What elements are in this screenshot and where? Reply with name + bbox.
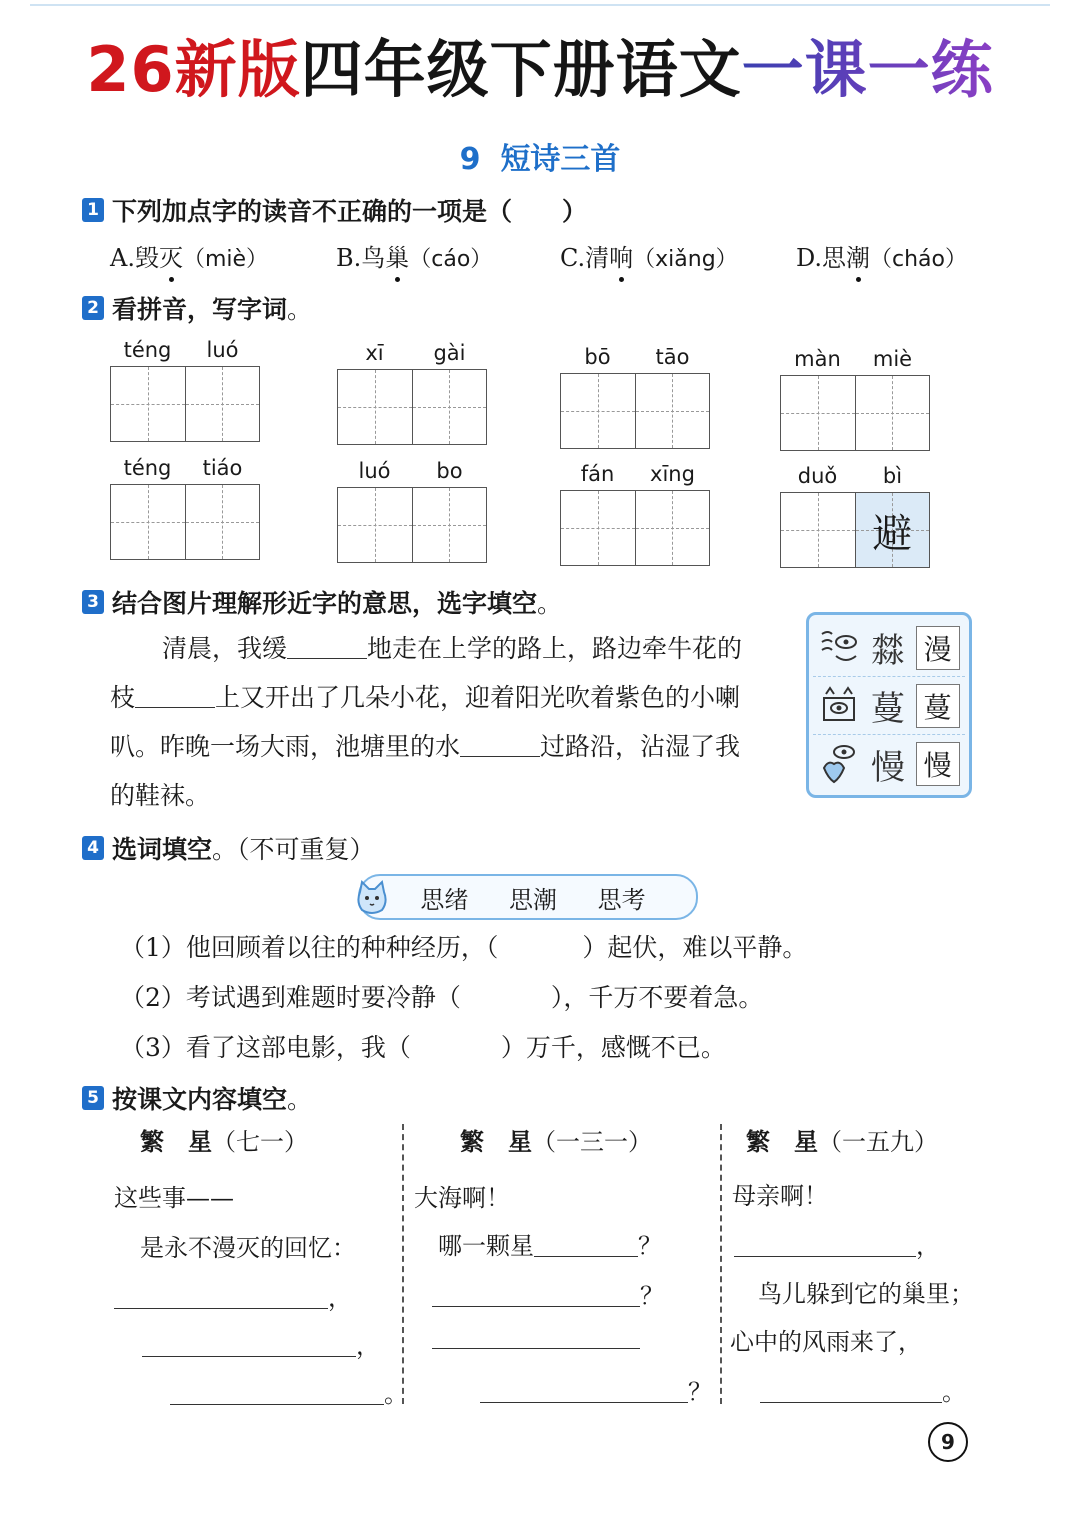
pinyin-syllable: bō [584,345,611,369]
pinyin-syllable: xīng [650,462,695,486]
option-d[interactable] [796,238,967,273]
text: ），千万不要着急。 [550,983,764,1012]
pinyin-syllable: luó [358,459,391,483]
question-4-suffix: 。（不可重复） [212,835,375,864]
punctuation: ， [916,1232,940,1260]
column-divider [402,1124,404,1404]
text: （2）考试遇到难题时要冷静（ [120,983,461,1012]
writing-cell[interactable] [561,374,636,448]
writing-cell[interactable] [111,485,186,559]
cell-char [111,485,185,559]
pinyin-syllable: téng [123,338,172,362]
pinyin-syllable: luó [206,338,239,362]
option-letter: D. [796,244,823,272]
cell-char [111,367,185,441]
header-grade: 四年级下册语文 [300,33,742,106]
question-2-suffix: 。 [287,295,313,324]
writing-grid [560,373,710,449]
header-edition: 26新版 [86,33,301,106]
question-4-heading [82,830,375,866]
poem-column-71 [112,1122,412,1412]
question-5-prompt: 按课文内容填空 [112,1085,288,1114]
poem-line: 心中的风雨来了， [730,1328,922,1356]
text: 清晨，我缓 [162,634,288,663]
paragraph-line [110,673,800,722]
dotted-char: 巢 [385,238,409,273]
word-bank-item[interactable]: 思绪 [420,885,469,914]
option-pinyin: （xiǎng） [633,247,738,272]
cell-char [781,376,855,450]
cell-char [781,493,855,567]
word-bank-item[interactable]: 思潮 [508,885,557,914]
ancient-char: 蔓 [870,689,905,729]
answer-underline[interactable] [170,1381,384,1405]
answer-underline[interactable] [114,1285,328,1309]
writing-grid [780,375,930,451]
option-pinyin: （miè） [182,247,269,272]
question-1-number: 1 [82,198,104,222]
example-char: 避 [872,510,913,557]
pinyin-syllable: fán [580,462,615,486]
sentence-3 [120,1028,726,1064]
writing-grid [110,484,260,560]
poem-fill-line [432,1276,664,1311]
poem-fill-line [438,1226,662,1261]
text: ）万千，感慨不已。 [500,1033,726,1062]
poem-number: （一五九） [818,1128,938,1156]
cell-char [338,488,412,562]
blank-3[interactable] [460,732,540,757]
answer-underline[interactable] [480,1379,688,1403]
question-1-prompt: 下列加点字的读音不正确的一项是（ ） [112,197,588,226]
punctuation: ？ [688,1378,712,1406]
dotted-char: 响 [609,238,633,273]
char-row-heart [813,735,965,793]
writing-cell[interactable] [338,488,413,562]
pinyin-syllable: téng [123,456,172,480]
page-header [0,28,1080,112]
writing-cell[interactable] [636,491,710,565]
poem-line: 是永不漫灭的回忆： [140,1234,356,1262]
page-number: 9 [928,1422,968,1462]
cell-char [186,367,260,441]
lesson-title [0,134,1080,178]
poem-fill-line [734,1226,940,1261]
answer-underline[interactable] [142,1333,356,1357]
poem-line: 这些事—— [114,1184,234,1212]
option-a[interactable] [110,238,268,273]
blank-2[interactable] [135,683,215,708]
option-pinyin: （cáo） [409,247,493,272]
option-pinyin: （cháo） [870,247,967,272]
option-letter: A. [110,244,135,272]
text: （1）他回顾着以往的种种经历，（ [120,933,499,962]
writing-cell[interactable] [413,370,487,444]
poem-title-text: 繁 星 [140,1128,212,1156]
text: 上又开出了几朵小花，迎着阳光吹着紫色的小喇 [215,683,741,712]
writing-grid [337,369,487,445]
poem-fill-line [170,1374,408,1409]
question-1-heading [82,192,587,228]
cell-char [186,485,260,559]
sentence-1 [120,928,807,964]
poem-line: 哪一颗星 [438,1232,534,1260]
answer-underline[interactable] [534,1233,638,1257]
lesson-number: 9 [459,142,481,177]
punctuation: 。 [942,1378,966,1406]
answer-underline[interactable] [760,1379,942,1403]
punctuation: 。 [384,1380,408,1408]
word-bank [358,874,698,920]
writing-grid [337,487,487,563]
poem-title-text: 繁 星 [460,1128,532,1156]
sentence-2 [120,978,763,1014]
writing-cell[interactable] [781,376,856,450]
modern-char: 蔓 [916,684,960,728]
pinyin-syllable: bo [436,459,463,483]
question-3-prompt: 结合图片理解形近字的意思，选字填空 [112,589,538,618]
dotted-char: 潮 [846,238,870,273]
writing-cell[interactable] [338,370,413,444]
question-5-number: 5 [82,1086,104,1110]
poem-title-text: 繁 星 [746,1128,818,1156]
text: （3）看了这部电影，我（ [120,1033,411,1062]
question-3-suffix: 。 [537,589,563,618]
character-reference-box [806,612,972,798]
poem-fill-line [114,1278,352,1313]
pinyin-syllable: bì [882,464,903,488]
ancient-char: 㵘 [870,631,905,671]
option-text: 毁 [134,244,159,272]
option-text: 思 [822,244,847,272]
writing-cell[interactable] [781,493,856,567]
pinyin-syllable: tiáo [202,456,243,480]
poem-fill-line [760,1372,966,1407]
poem-column-131 [412,1122,712,1412]
column-divider [720,1124,722,1404]
pinyin-syllable: duǒ [797,464,838,488]
poem-number: （一三一） [532,1128,652,1156]
option-b[interactable] [336,238,492,273]
cat-mascot-icon [354,878,390,918]
poem-fill-line [480,1372,712,1407]
cell-char [856,376,930,450]
cell-char [413,488,487,562]
question-3-number: 3 [82,590,104,614]
cell-char [561,491,635,565]
ancient-char: 慢 [870,747,905,788]
poem-line: 母亲啊！ [732,1182,828,1210]
modern-char: 漫 [916,626,960,670]
char-row-water [813,619,965,677]
paragraph-line [110,771,800,820]
option-text: 清 [585,244,610,272]
punctuation: ？ [640,1282,664,1310]
paragraph-line [110,722,800,771]
poem-title [140,1122,308,1157]
cell-char [636,491,710,565]
cell-char [636,374,710,448]
question-2-number: 2 [82,296,104,320]
pinyin-syllable: màn [794,347,841,371]
writing-cell[interactable] [186,367,260,441]
writing-cell[interactable] [856,376,930,450]
question-5-heading [82,1080,312,1116]
blank-1[interactable] [287,634,367,659]
text: 过路沿，沾湿了我 [540,732,741,761]
pinyin-syllable: tāo [655,345,690,369]
option-letter: C. [560,244,586,272]
writing-grid [780,492,930,568]
writing-cell[interactable] [413,488,487,562]
answer-underline[interactable] [734,1233,916,1257]
word-bank-item[interactable]: 思考 [597,885,646,914]
question-4-number: 4 [82,836,104,860]
text: 叭。昨晚一场大雨，池塘里的水 [110,732,461,761]
answer-underline[interactable] [432,1325,640,1349]
option-letter: B. [336,244,362,272]
option-text: 鸟 [361,244,386,272]
writing-cell[interactable] [111,367,186,441]
top-rule [30,4,1050,6]
pinyin-syllable: miè [872,347,913,371]
text: 的鞋袜。 [110,781,211,810]
punctuation: ， [328,1284,352,1312]
poem-line: 大海啊！ [414,1184,510,1212]
poem-fill-line [142,1326,380,1361]
punctuation: ， [356,1332,380,1360]
heart-picture-icon [818,742,860,786]
question-3-heading [82,584,562,620]
question-2-heading [82,290,312,326]
poem-number: （七一） [212,1128,308,1156]
writing-grid [110,366,260,442]
text: 枝 [110,683,136,712]
char-row-grass [813,677,965,735]
writing-grid [560,490,710,566]
question-2-prompt: 看拼音，写字词 [112,295,288,324]
answer-underline[interactable] [432,1283,640,1307]
header-series: 一课一练 [741,33,994,106]
poem-line: 鸟儿躲到它的巢里； [758,1280,974,1308]
question-4-prompt: 选词填空 [112,835,213,864]
poem-title [746,1122,938,1157]
poem-title [460,1122,652,1157]
poem-fill-line [432,1324,640,1352]
cell-char [413,370,487,444]
lesson-name: 短诗三首 [500,142,621,177]
cell-char [561,374,635,448]
writing-cell[interactable] [561,491,636,565]
text: 地走在上学的路上，路边牵牛花的 [367,634,743,663]
text: ）起伏，难以平静。 [582,933,808,962]
option-c[interactable] [560,238,738,273]
poem-column-159 [730,1122,1030,1412]
grass-picture-icon [818,684,860,728]
modern-char: 慢 [916,742,960,786]
punctuation: ？ [638,1232,662,1260]
dotted-char: 灭 [159,238,183,273]
pinyin-syllable: xī [365,341,384,365]
writing-cell[interactable] [636,374,710,448]
water-picture-icon [818,626,860,670]
pinyin-syllable: gài [433,341,466,365]
cell-char [338,370,412,444]
fill-paragraph [110,624,800,820]
paragraph-line [110,624,800,673]
writing-cell-example [856,493,930,567]
question-5-suffix: 。 [287,1085,313,1114]
writing-cell[interactable] [186,485,260,559]
